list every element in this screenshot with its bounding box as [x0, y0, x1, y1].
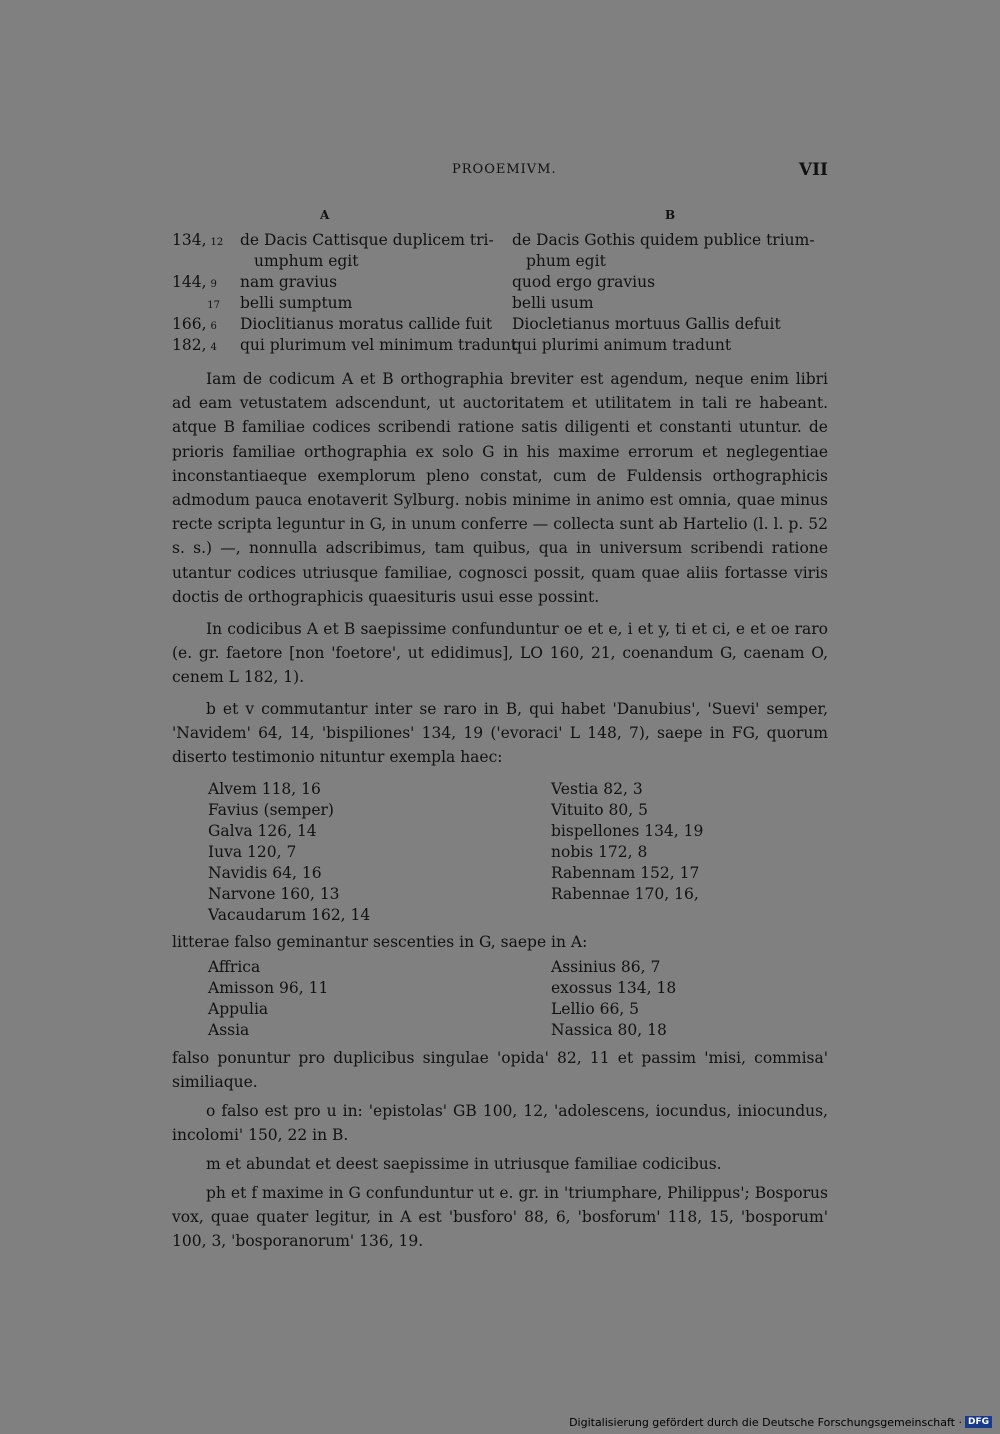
- variant-page: 166,: [172, 315, 207, 333]
- paragraph-oe-e: In codicibus A et B saepissime confunduntur oe et e, i et y, ti et ci, e et oe raro (e. gr. faetore [non 'foetore', ut edidimus], LO 160, 21, coenandum G, caenam O, cenem L 182, 1).: [172, 620, 828, 687]
- list-item: [208, 863, 828, 884]
- list-item-left: Favius (semper): [208, 801, 334, 819]
- example-list-b-v: [208, 779, 828, 926]
- page-header: [172, 162, 828, 184]
- paragraph-geminantur: litterae falso geminantur sescenties in G, saepe in A:: [172, 933, 588, 951]
- variant-row: [172, 335, 832, 356]
- variant-row: [172, 251, 832, 272]
- list-item: [208, 999, 828, 1020]
- list-item: [208, 1020, 828, 1041]
- variant-row: [172, 230, 832, 251]
- variant-reading-a: de Dacis Cattisque duplicem tri-: [240, 231, 494, 249]
- column-head-a: A: [320, 208, 330, 222]
- list-item-right: Rabennae 170, 16,: [551, 885, 699, 903]
- list-item-left: Galva 126, 14: [208, 822, 317, 840]
- variant-reading-b: Diocletianus mortuus Gallis defuit: [512, 315, 781, 333]
- list-item-left: Narvone 160, 13: [208, 885, 340, 903]
- list-item-left: Iuva 120, 7: [208, 843, 297, 861]
- variant-reading-a: nam gravius: [240, 273, 338, 291]
- variant-row: [172, 272, 832, 293]
- variant-line: 12: [210, 237, 224, 248]
- paragraph-o-u: o falso est pro u in: 'epistolas' GB 100, 12, 'adolescens, iocundus, iniocundus, incolomi' 150, 22 in B.: [172, 1102, 828, 1145]
- variant-reference: [172, 314, 234, 337]
- variant-reading-b: qui plurimi animum tradunt: [512, 336, 732, 354]
- example-list-geminantur: [208, 957, 828, 1041]
- list-item-right: Nassica 80, 18: [551, 1021, 667, 1039]
- list-item-left: Amisson 96, 11: [208, 979, 329, 997]
- variant-reading-b: quod ergo gravius: [512, 273, 656, 291]
- list-item-left: Appulia: [208, 1000, 269, 1018]
- list-item: [208, 884, 828, 905]
- list-item-left: Vacaudarum 162, 14: [208, 906, 371, 924]
- footer-credit: Digitalisierung gefördert durch die Deutsche Forschungsgemeinschaft ·: [569, 1415, 962, 1429]
- running-head: PROOEMIVM.: [452, 162, 557, 177]
- list-item: [208, 779, 828, 800]
- list-item: [208, 800, 828, 821]
- variant-reference: [172, 293, 220, 316]
- variant-page: 144,: [172, 273, 207, 291]
- variant-reading-a: qui plurimum vel minimum tradunt: [240, 336, 518, 354]
- dfg-logo: DFG: [965, 1416, 992, 1428]
- variant-line: 6: [210, 321, 217, 332]
- variant-reference: [172, 335, 234, 358]
- list-item: [208, 842, 828, 863]
- variant-reference: [172, 272, 234, 295]
- variant-row: [172, 314, 832, 335]
- list-item-right: Assinius 86, 7: [551, 958, 661, 976]
- list-item-right: bispellones 134, 19: [551, 822, 704, 840]
- variant-reading-b: belli usum: [512, 294, 594, 312]
- variant-line: 9: [210, 279, 217, 290]
- list-item-right: Rabennam 152, 17: [551, 864, 700, 882]
- variant-reading-a: belli sumptum: [240, 294, 353, 312]
- paragraph-b-v: b et v commutantur inter se raro in B, qui habet 'Danubius', 'Suevi' semper, 'Navidem' 64, 14, 'bispiliones' 134, 19 ('evoraci' L 148, 7), saepe in FG, quorum diserto testimonio nituntur exempla haec:: [172, 700, 828, 767]
- paragraph-orthographia: Iam de codicum A et B orthographia breviter est agendum, neque enim libri ad eam vetustatem adscendunt, ut auctoritatem et utilitatem in tali re habeant. atque B familiae codices scribendi ratione satis diligenti et constanti utuntur. de prioris familiae orthographia ex solo G in his maxime errorum et neglegentiae inconstantiaeque exemplorum pleno constat, cum de Fuldensis orthographicis admodum pauca enotaverit Sylburg. nobis minime in animo est omnia, quae minus recte scripta leguntur in G, in unum conferre — collecta sunt ab Hartelio (l. l. p. 52 s. s.) —, nonnulla adscribimus, tam quibus, qua in universum scribendi ratione utantur codices utriusque familiae, cognosci possit, quam quae aliis fortasse viris doctis de orthographicis quaesituris usui esse possint.: [172, 370, 828, 606]
- footer: [569, 1414, 992, 1430]
- list-item-left: Affrica: [208, 958, 261, 976]
- list-item: [208, 905, 828, 926]
- list-item-right: nobis 172, 8: [551, 843, 648, 861]
- variant-row: [172, 293, 832, 314]
- list-item: [208, 821, 828, 842]
- variant-page: 134,: [172, 231, 207, 249]
- paragraph-ph-f: ph et f maxime in G confunduntur ut e. gr. in 'triumphare, Philippus'; Bosporus vox, quae quater legitur, in A est 'busforo' 88, 6, 'bosforum' 118, 15, 'bosporum' 100, 3, 'bosporanorum' 136, 19.: [172, 1184, 828, 1251]
- list-item-right: Vituito 80, 5: [551, 801, 648, 819]
- variant-line: 17: [207, 300, 220, 311]
- list-item-left: Navidis 64, 16: [208, 864, 322, 882]
- variant-line: 4: [210, 342, 217, 353]
- paragraph-singulae: falso ponuntur pro duplicibus singulae 'opida' 82, 11 et passim 'misi, commisa' similiaque.: [172, 1049, 828, 1092]
- list-item: [208, 957, 828, 978]
- variant-reading-a: umphum egit: [254, 252, 359, 270]
- variant-reference: [172, 251, 220, 274]
- variant-reading-a: Dioclitianus moratus callide fuit: [240, 315, 493, 333]
- list-item-right: exossus 134, 18: [551, 979, 677, 997]
- variant-reading-b: phum egit: [526, 252, 606, 270]
- paragraph-m: m et abundat et deest saepissime in utriusque familiae codicibus.: [206, 1155, 722, 1173]
- list-item-right: Vestia 82, 3: [551, 780, 643, 798]
- variant-reference: [172, 230, 234, 253]
- variant-reading-b: de Dacis Gothis quidem publice trium-: [512, 231, 815, 249]
- list-item-left: Alvem 118, 16: [208, 780, 321, 798]
- list-item: [208, 978, 828, 999]
- list-item-right: Lellio 66, 5: [551, 1000, 640, 1018]
- list-item-left: Assia: [208, 1021, 250, 1039]
- variant-table: [172, 230, 832, 356]
- page-number: VII: [798, 160, 828, 180]
- variant-page: 182,: [172, 336, 207, 354]
- column-head-b: B: [665, 208, 676, 222]
